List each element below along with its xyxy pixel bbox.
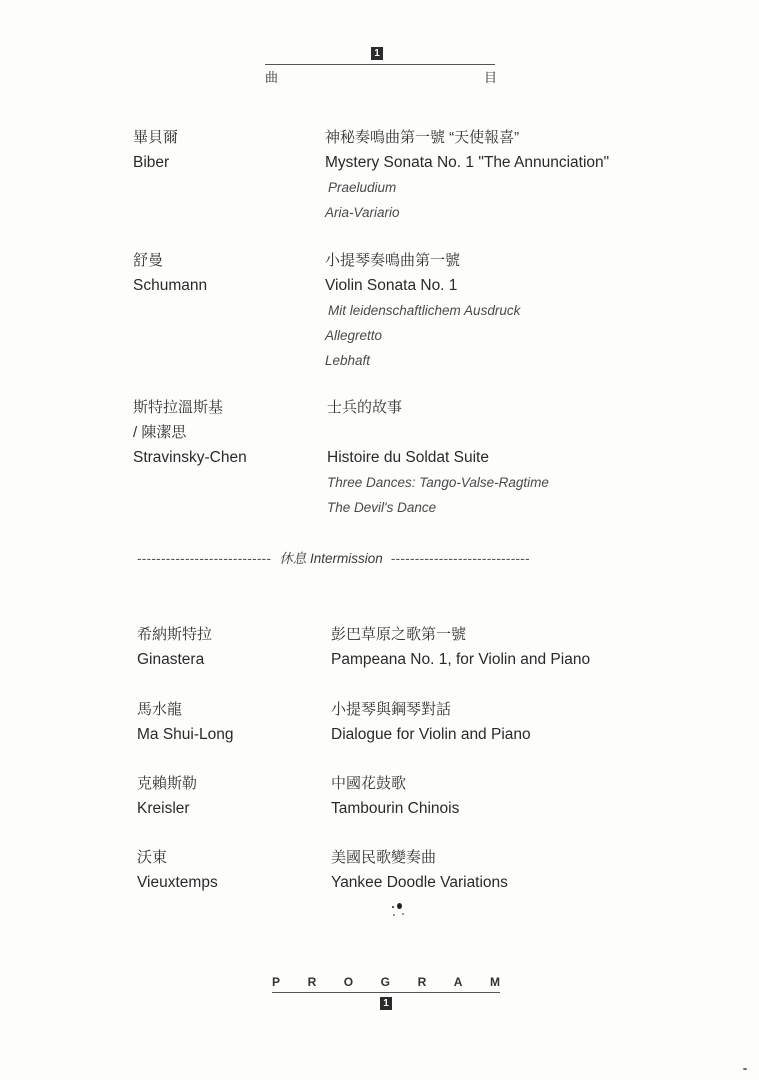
wordmark-letter: R — [307, 975, 317, 989]
composer — [133, 128, 178, 178]
work-title-en: Pampeana No. 1, for Violin and Piano — [331, 651, 591, 668]
composer-name-zh: 斯特拉溫斯基 — [133, 399, 224, 416]
work-title-zh: 小提琴奏鳴曲第一號 — [325, 252, 461, 269]
arranger-name-zh: / 陳潔思 — [133, 424, 187, 441]
composer-name-en: Schumann — [133, 277, 208, 294]
composer-name-en: Vieuxtemps — [137, 874, 218, 891]
composer-name-zh: 舒曼 — [133, 252, 164, 269]
work-title-zh: 士兵的故事 — [327, 399, 403, 416]
page-footer — [272, 975, 500, 1009]
composer — [133, 251, 207, 301]
work-title-zh: 小提琴與鋼琴對話 — [331, 701, 452, 718]
wordmark-letter: G — [380, 975, 391, 989]
print-speck — [392, 906, 394, 908]
composer-name-zh: 希納斯特拉 — [137, 626, 213, 643]
work-title-zh: 美國民歌變奏曲 — [331, 849, 437, 866]
movement: The Devil's Dance — [327, 500, 437, 515]
movement: Three Dances: Tango-Valse-Ragtime — [327, 475, 549, 490]
composer-name-zh: 克賴斯勒 — [137, 775, 198, 792]
work-title-en: Mystery Sonata No. 1 "The Annunciation" — [325, 154, 610, 171]
intermission-divider — [137, 549, 617, 569]
wordmark-letter: P — [272, 975, 281, 989]
work — [331, 625, 590, 675]
composer — [137, 774, 197, 824]
program-wordmark — [272, 975, 500, 989]
work-title-en: Dialogue for Violin and Piano — [331, 726, 531, 743]
print-speck — [393, 914, 395, 916]
composer-name-en: Biber — [133, 154, 170, 171]
movement: Mit leidenschaftlichem Ausdruck — [328, 303, 521, 318]
composer-name-zh: 馬水龍 — [137, 701, 183, 718]
movement: Lebhaft — [325, 353, 371, 368]
composer-name-en: Ginastera — [137, 651, 205, 668]
work-title-en: Yankee Doodle Variations — [331, 874, 508, 891]
header-title-right: 目 — [483, 70, 497, 85]
work-title-zh: 中國花鼓歌 — [331, 775, 407, 792]
header-rule — [265, 64, 495, 65]
dashes-left: ---------------------------- — [137, 551, 272, 566]
print-speck — [743, 1068, 747, 1070]
dashes-right: ----------------------------- — [390, 551, 530, 566]
page-number-badge: 1 — [380, 997, 392, 1010]
print-speck — [402, 913, 404, 915]
work-title-zh: 神秘奏鳴曲第一號 “天使報喜” — [325, 129, 520, 146]
composer-name-en: Ma Shui-Long — [137, 726, 234, 743]
composer-name-en: Stravinsky-Chen — [133, 449, 247, 466]
work-title-en: Histoire du Soldat Suite — [327, 449, 489, 466]
movement: Aria-Variario — [325, 205, 400, 220]
footer-rule — [272, 992, 500, 993]
composer — [133, 398, 247, 473]
work — [327, 398, 549, 523]
work — [331, 700, 531, 750]
wordmark-letter: R — [417, 975, 427, 989]
composer — [137, 625, 212, 675]
work — [331, 774, 459, 824]
page-number-badge: 1 — [371, 47, 383, 60]
composer-name-zh: 沃東 — [137, 849, 168, 866]
work-title-en: Tambourin Chinois — [331, 800, 460, 817]
composer — [137, 848, 218, 898]
work-title-en: Violin Sonata No. 1 — [325, 277, 458, 294]
wordmark-letter: M — [490, 975, 500, 989]
work-title-zh: 彭巴草原之歌第一號 — [331, 626, 467, 643]
work — [325, 251, 520, 376]
wordmark-letter: A — [453, 975, 463, 989]
work — [331, 848, 508, 898]
intermission-label: 休息 Intermission — [279, 551, 383, 566]
print-speck — [397, 903, 402, 909]
composer — [137, 700, 234, 750]
movement: Allegretto — [325, 328, 383, 343]
movement: Praeludium — [328, 180, 397, 195]
header-title-left: 曲 — [265, 70, 279, 85]
wordmark-letter: O — [343, 975, 354, 989]
composer-name-zh: 畢貝爾 — [133, 129, 179, 146]
work — [325, 128, 609, 228]
composer-name-en: Kreisler — [137, 800, 190, 817]
